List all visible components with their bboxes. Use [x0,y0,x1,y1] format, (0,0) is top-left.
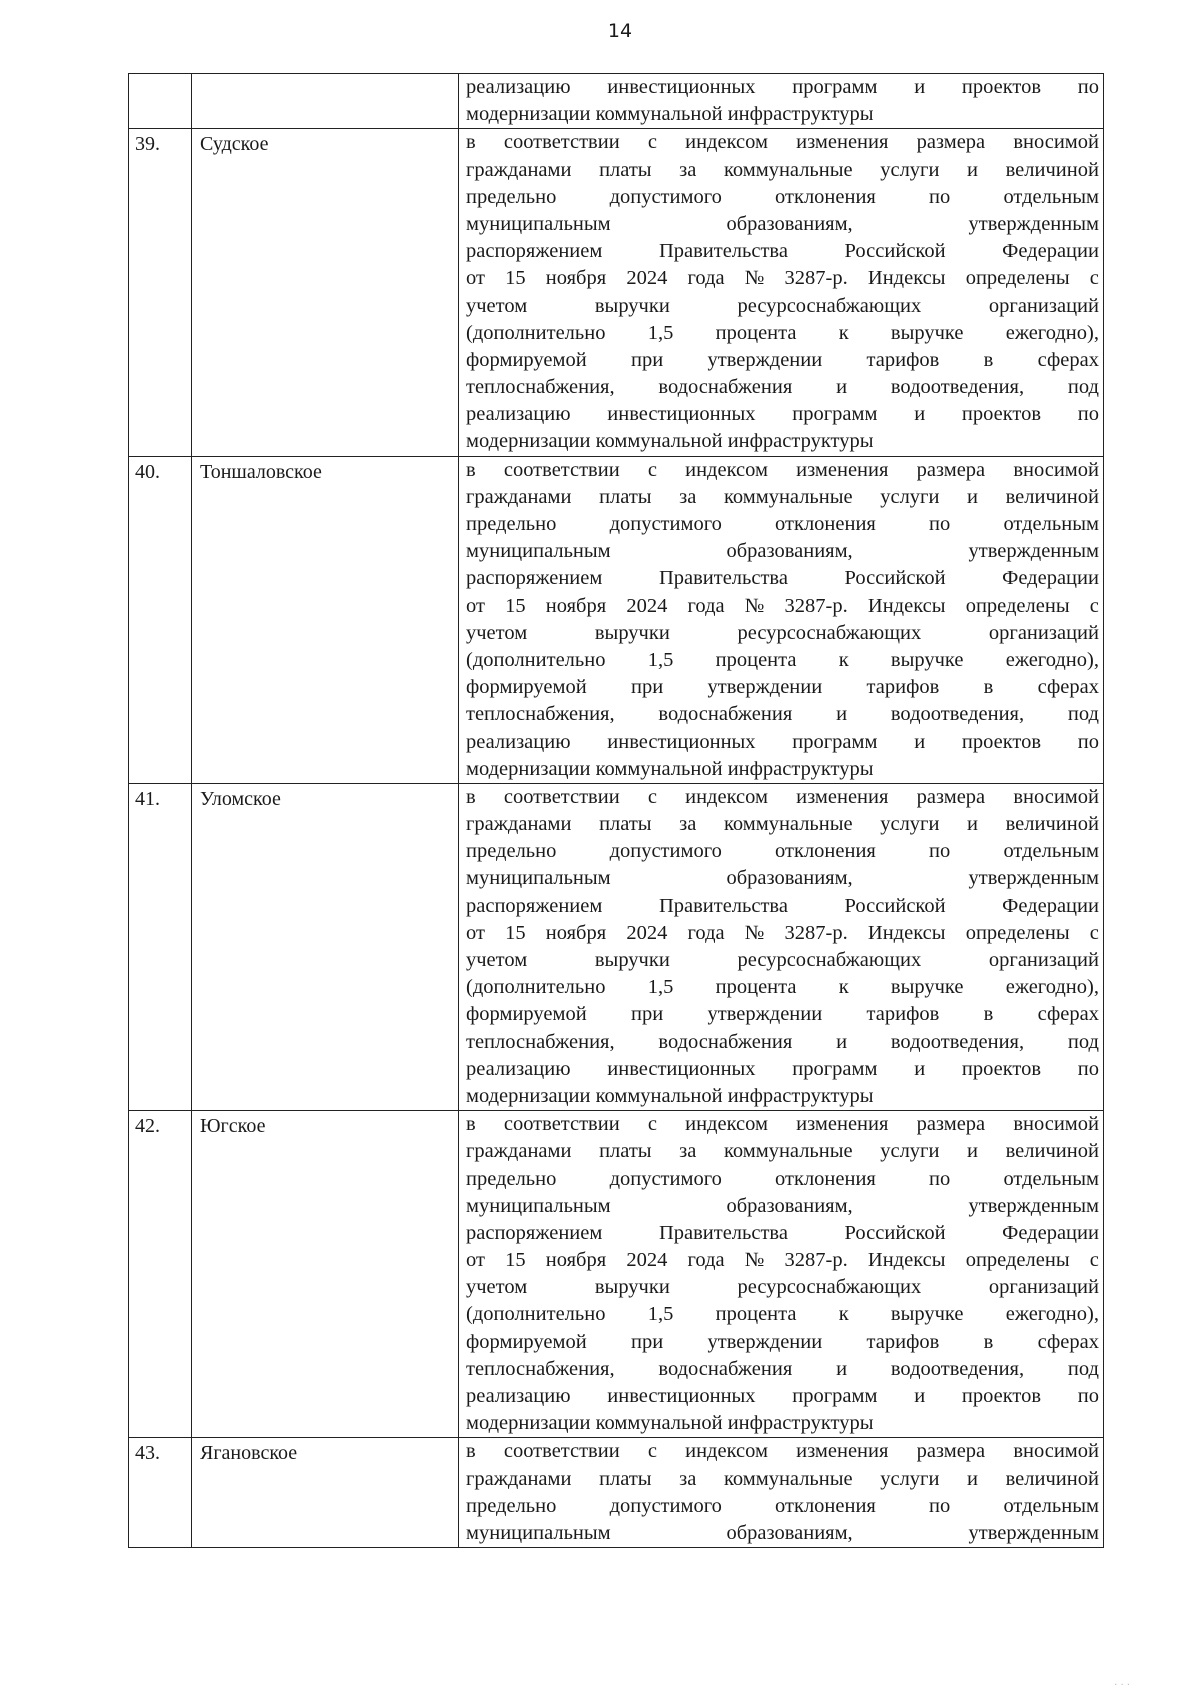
table-row [129,1438,1104,1548]
description-line: формируемой при утверждении тарифов в сферах [466,348,1099,371]
municipality-name-cell: Ягановское [192,1438,459,1548]
description-line: реализацию инвестиционных программ и проектов по [466,1385,1099,1407]
table-row [129,1111,1104,1438]
description-line: гражданами платы за коммунальные услуги и величиной [466,158,1099,181]
description-line: распоряжением Правительства Российской Федерации [466,567,1099,590]
description-line: от 15 ноября 2024 года № 3287-р. Индексы определены с [466,921,1099,944]
description-line: в соответствии с индексом изменения размера вносимой [466,785,1099,808]
description-line: (дополнительно 1,5 процента к выручке ежегодно), [466,976,1099,999]
description-line: от 15 ноября 2024 года № 3287-р. Индексы определены с [466,267,1099,290]
description-line: муниципальным образованиям, утвержденным [466,867,1099,890]
description-line: от 15 ноября 2024 года № 3287-р. Индексы определены с [466,1249,1099,1272]
municipality-name-cell [192,74,459,129]
description-line: распоряжением Правительства Российской Федерации [466,1221,1099,1244]
description-line: модернизации коммунальной инфраструктуры [466,1084,874,1107]
description-line: гражданами платы за коммунальные услуги и величиной [466,813,1099,836]
description-line: распоряжением Правительства Российской Федерации [466,240,1099,263]
description-line: теплоснабжения, водоснабжения и водоотведения, под [466,1030,1099,1053]
scan-artifact: · · · [1114,1680,1130,1691]
description-line: предельно допустимого отклонения по отдельным [466,1167,1099,1190]
description-cell [459,783,1104,1110]
description-line: формируемой при утверждении тарифов в сферах [466,1003,1099,1026]
municipality-name-cell: Тоншаловское [192,456,459,783]
table-row [129,129,1104,456]
table-row [129,783,1104,1110]
row-number-cell: 41. [129,783,192,1110]
description-line: модернизации коммунальной инфраструктуры [466,103,874,126]
description-line: учетом выручки ресурсоснабжающих организаций [466,949,1099,971]
municipalities-table [128,73,1104,1548]
municipality-name-cell: Судское [192,129,459,456]
description-line: предельно допустимого отклонения по отдельным [466,1494,1099,1517]
row-number-cell [129,74,192,129]
municipality-name-cell: Югское [192,1111,459,1438]
description-line: учетом выручки ресурсоснабжающих организаций [466,294,1099,317]
description-line: предельно допустимого отклонения по отдельным [466,185,1099,208]
description-line: модернизации коммунальной инфраструктуры [466,430,874,453]
description-line: предельно допустимого отклонения по отдельным [466,840,1099,863]
description-line: распоряжением Правительства Российской Федерации [466,894,1099,917]
row-number-cell: 39. [129,129,192,456]
page-number: 14 [607,20,633,42]
description-line: муниципальным образованиям, утвержденным [466,1194,1099,1217]
description-line: (дополнительно 1,5 процента к выручке ежегодно), [466,648,1099,671]
description-line: в соответствии с индексом изменения размера вносимой [466,458,1099,481]
description-line: в соответствии с индексом изменения размера вносимой [466,1440,1099,1463]
description-cell [459,74,1104,129]
row-number-cell: 40. [129,456,192,783]
row-number-cell: 43. [129,1438,192,1548]
description-line: муниципальным образованиям, утвержденным [466,540,1099,563]
description-line: модернизации коммунальной инфраструктуры [466,757,874,780]
description-line: (дополнительно 1,5 процента к выручке ежегодно), [466,321,1099,344]
description-line: (дополнительно 1,5 процента к выручке ежегодно), [466,1303,1099,1326]
description-line: формируемой при утверждении тарифов в сферах [466,676,1099,699]
row-number-cell: 42. [129,1111,192,1438]
description-line: от 15 ноября 2024 года № 3287-р. Индексы определены с [466,594,1099,617]
description-line: муниципальным образованиям, утвержденным [466,212,1099,235]
description-line: гражданами платы за коммунальные услуги и величиной [466,485,1099,508]
description-line: муниципальным образованиям, утвержденным [466,1521,1099,1544]
description-cell [459,1438,1104,1548]
description-line: учетом выручки ресурсоснабжающих организаций [466,621,1099,644]
description-line: формируемой при утверждении тарифов в сферах [466,1330,1099,1353]
description-cell [459,1111,1104,1438]
description-cell [459,129,1104,456]
description-line: учетом выручки ресурсоснабжающих организаций [466,1276,1099,1299]
description-line: в соответствии с индексом изменения размера вносимой [466,1113,1099,1136]
description-line: гражданами платы за коммунальные услуги и величиной [466,1467,1099,1490]
description-line: реализацию инвестиционных программ и проектов по [466,730,1099,753]
table-row [129,74,1104,129]
description-line: теплоснабжения, водоснабжения и водоотведения, под [466,703,1099,726]
description-line: гражданами платы за коммунальные услуги и величиной [466,1140,1099,1163]
description-line: реализацию инвестиционных программ и проектов по [466,76,1099,98]
description-line: теплоснабжения, водоснабжения и водоотведения, под [466,376,1099,399]
description-line: предельно допустимого отклонения по отдельным [466,513,1099,535]
description-line: реализацию инвестиционных программ и проектов по [466,403,1099,426]
description-line: реализацию инвестиционных программ и проектов по [466,1057,1099,1080]
description-line: модернизации коммунальной инфраструктуры [466,1412,874,1435]
description-cell [459,456,1104,783]
description-line: в соответствии с индексом изменения размера вносимой [466,131,1099,154]
table-row [129,456,1104,783]
description-line: теплоснабжения, водоснабжения и водоотведения, под [466,1357,1099,1380]
municipality-name-cell: Уломское [192,783,459,1110]
